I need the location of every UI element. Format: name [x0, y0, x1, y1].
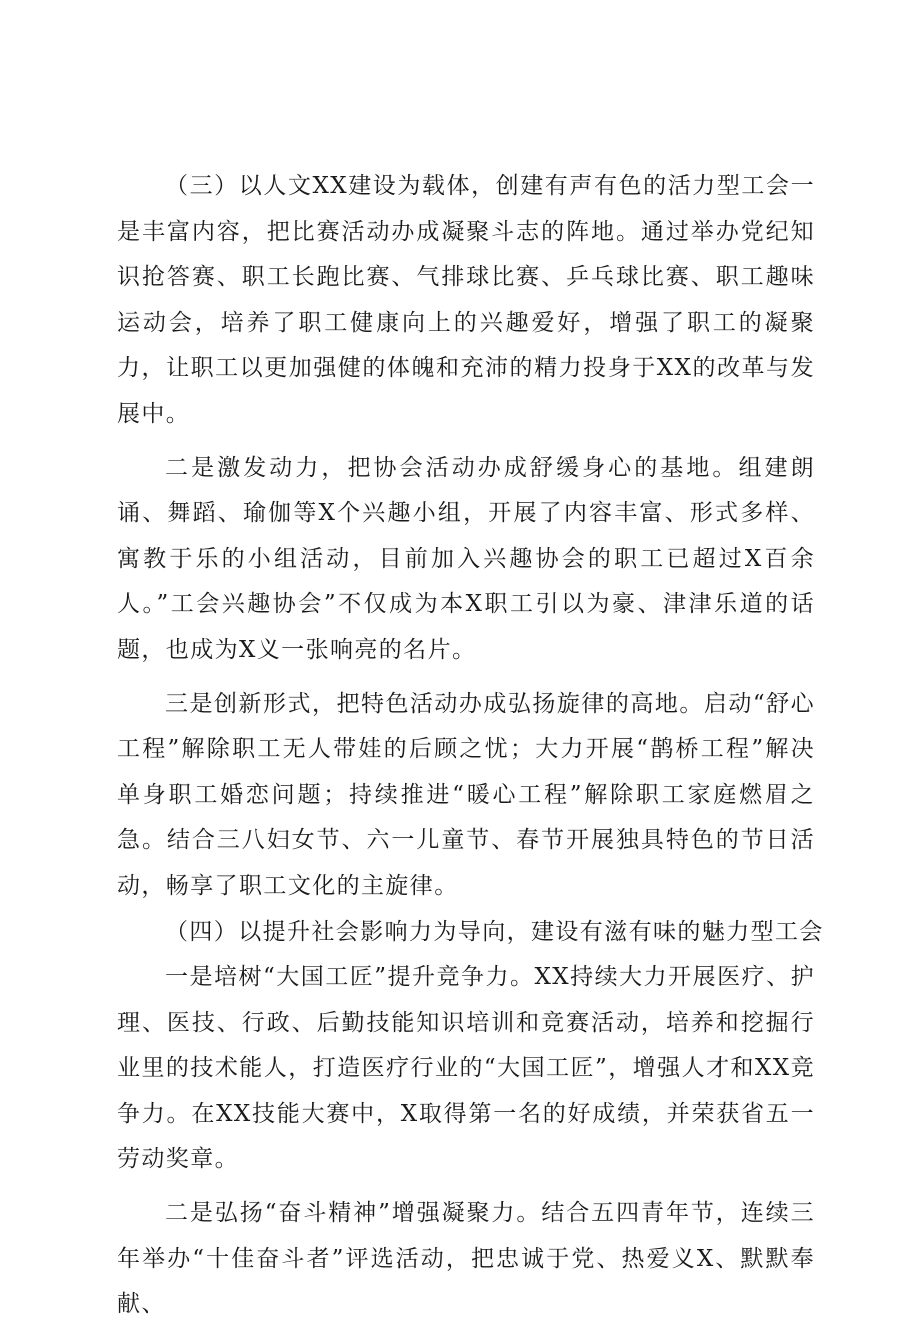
paragraph-stimulate-motivation: 二是激发动力，把协会活动办成舒缓身心的基地。组建朗诵、舞蹈、瑜伽等X个兴趣小组，开展了内容丰富、形式多样、寓教于乐的小组活动，目前加入兴趣协会的职工已超过X百余人。”工会兴趣协会”不仅成为本X职工引以为豪、津津乐道的话题，也成为X义一张响亮的名片。 — [117, 454, 815, 663]
document-body — [117, 164, 824, 1328]
section-four-heading: （四）以提升社会影响力为导向，建设有滋有味的魅力型工会 — [165, 918, 824, 945]
paragraph-section-three-intro: （三）以人文XX建设为载体，创建有声有色的活力型工会一是丰富内容，把比赛活动办成凝聚斗志的阵地。通过举办党纪知识抢答赛、职工长跑比赛、气排球比赛、乒乓球比赛、职工趣味运动会，培养了职工健康向上的兴趣爱好，增强了职工的凝聚力，让职工以更加强健的体魄和充沛的精力投身于XX的改革与发展中。 — [117, 173, 815, 427]
paragraph-striving-spirit: 二是弘扬“奋斗精神”增强凝聚力。结合五四青年节，连续三年举办“十佳奋斗者”评选活动，把忠诚于党、热爱义X、默默奉献、 — [117, 1200, 815, 1318]
paragraph-great-craftsmen: 一是培树“大国工匠”提升竞争力。XX持续大力开展医疗、护理、医技、行政、后勤技能知识培训和竞赛活动，培养和挖掘行业里的技术能人，打造医疗行业的“大国工匠”，增强人才和XX竞争力。在XX技能大赛中，X取得第一名的好成绩，并荣获省五一劳动奖章。 — [117, 964, 815, 1173]
paragraph-innovate-forms: 三是创新形式，把特色活动办成弘扬旋律的高地。启动“舒心工程”解除职工无人带娃的后顾之忧；大力开展“鹊桥工程”解决单身职工婚恋问题；持续推进“暖心工程”解除职工家庭燃眉之急。结合三八妇女节、六一儿童节、春节开展独具特色的节日活动，畅享了职工文化的主旋律。 — [117, 690, 815, 899]
